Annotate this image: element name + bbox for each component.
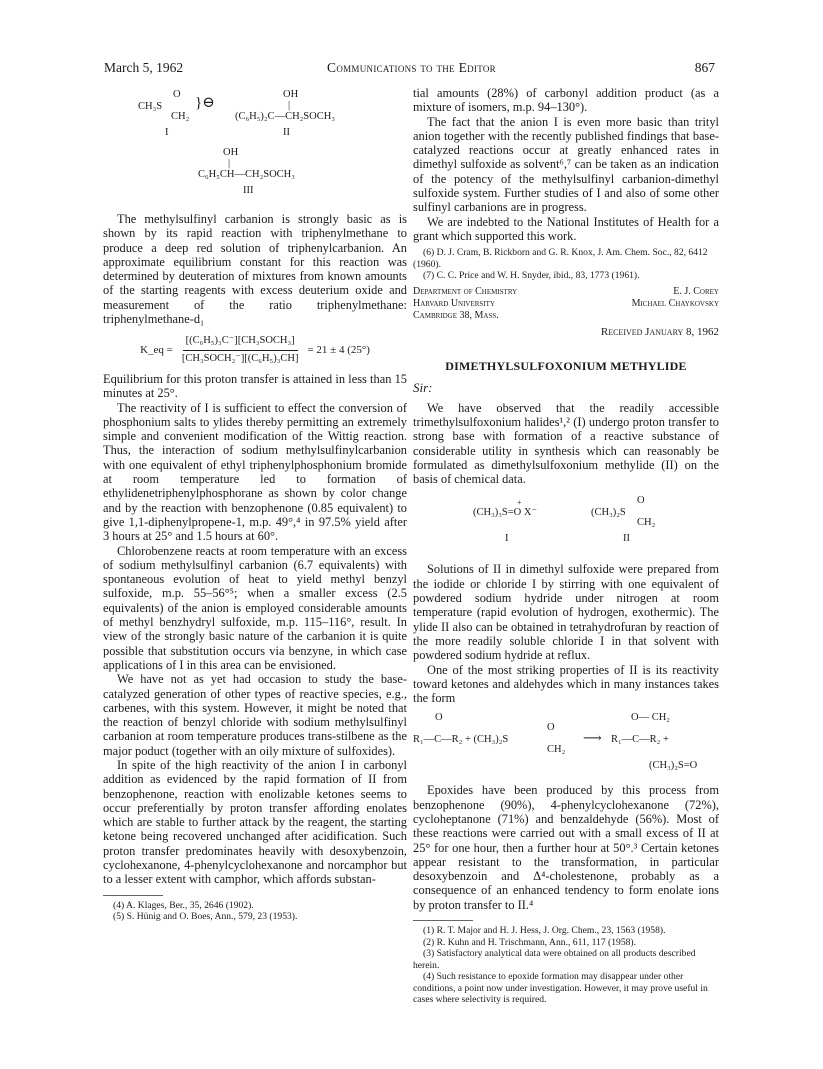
left-paragraph-6: In spite of the high reactivity of the anion I in carbonyl addition as evidenced by the rapid formation of II from benzophenone, reaction with enolizable ketones seems to occur preferentially by proton transfer affording enolates which are stable to further attack by the reagent, the starting ketone being recovered unchanged after acidification. Such proton transfer predominates heavily with desoxybenzoin, cyclohexanone, 4-phenylcyclohexanone and norcamphor but to a lesser extent with camphor, which affords substan- [103, 757, 407, 887]
right-paragraph-2: The fact that the anion I is even more basic than trityl anion together with the recently published findings that base-catalyzed reactions occur at greatly enhanced rates in dimethyl sulfoxide as solvent⁶,⁷ can be taken as an indication of the potency of the methylsulfinyl carbanion-dimethyl sulfoxide system. Further studies of I and also of some other sulfinyl carbanions are in progress. [413, 114, 719, 215]
right-column [413, 86, 719, 1006]
footnote-divider [103, 895, 163, 896]
footnote-3: (3) Satisfactory analytical data were obtained on all products described herein. [413, 948, 696, 971]
right-paragraph-7: Epoxides have been produced by this process from benzophenone (90%), 4-phenylcyclohexanone (72%), cycloheptanone (71%) and benzaldehyde (56%). Most of these reactions were carried out with a small excess of II at 25° for one hour, then a further hour at 50°.³ Certain ketones appear resistant to the transformation, in particular desoxybenzoin and Δ⁴-cholestenone, probably as a consequence of an enhanced tendency to form enolate ions by proton transfer to II.⁴ [413, 783, 719, 912]
struct-ylide-ii-o: O [637, 495, 645, 507]
struct-ii-bond: | [288, 100, 291, 111]
affiliation-row-1 [413, 286, 719, 298]
rxn-epoxide: R₁—C—R₂ + [611, 734, 669, 746]
left-paragraph-4: Chlorobenzene reacts at room temperature with an excess of sodium methylsulfinyl carbanion (6.7 equivalents) with spontaneous evolution of heat to yield methyl benzyl sulfoxide, m.p. 55–56°⁵; when a smaller excess (2.5 equivalents) of the anion is employed considerable amounts of methyl benzhydryl sulfoxide, m.p. 115–116°, result. In view of the strongly basic nature of the carbanion it is quite possible that substitution occurs via benzyne, in which case applications of I in this area can be envisioned. [103, 543, 407, 672]
equation-denominator: [CH₃SOCH₂⁻][(C₆H₅)₃CH] [181, 352, 299, 364]
struct-ii-label: II [283, 127, 290, 138]
footnote-2: (2) R. Kuhn and H. Trischmann, Ann., 611, 117 (1958). [423, 936, 637, 948]
equation-rhs: = 21 ± 4 (25°) [307, 344, 370, 357]
received-date: Received January 8, 1962 [600, 325, 719, 338]
struct-ii-oh: OH [283, 89, 299, 100]
struct-i-o: O [173, 89, 181, 100]
struct-iii-formula: C₆H₅CH—CH₂SOCH₃ [198, 169, 295, 180]
struct-i-ch3s: CH₃S [138, 101, 163, 112]
equation-lhs: K_eq = [140, 344, 173, 357]
affiliation-city: Cambridge 38, Mass. [413, 309, 499, 321]
rxn-ylide-o: O [547, 722, 555, 734]
footnote-4-right: (4) Such resistance to epoxide formation may disappear under other conditions, a point now under investigation. However, it may prove useful in cases where selectivity is required. [413, 971, 708, 1006]
footnote-divider-right [413, 920, 473, 921]
struct-i-label: I [165, 127, 169, 138]
footnote-1: (1) R. T. Major and H. J. Hess, J. Org. Chem., 23, 1563 (1958). [423, 925, 666, 937]
header-page-number: 867 [694, 60, 715, 75]
equation-numerator: [(C₆H₅)₃C⁻][CH₃SOCH₃] [183, 334, 298, 350]
struct-sulfoxonium-i: (CH₃)₃S=O X⁻ [473, 507, 537, 519]
struct-iii-label: III [243, 185, 254, 196]
struct-ylide-ii-ch2: CH₂ [637, 517, 656, 529]
left-column [103, 86, 407, 923]
struct-ii-formula: (C₆H₅)₂C—CH₂SOCH₃ [235, 111, 335, 122]
right-paragraph-1: tial amounts (28%) of carbonyl addition product (as a mixture of isomers, m.p. 94–130°). [413, 86, 719, 115]
rxn-ylide-ch2: CH₂ [547, 744, 566, 756]
struct-ylide-ii-label: II [623, 533, 630, 545]
affiliation-row-2 [413, 298, 719, 310]
equilibrium-equation [103, 334, 407, 366]
left-paragraph-1: The methylsulfinyl carbanion is strongly basic as is shown by its rapid reaction with triphenylmethane to produce a deep red solution of triphenylcarbanion. An approximate equilibrium constant for this reaction was determined by deuteration of mixtures from known amounts of the starting reagents with excess deuterium oxide and measurement of the ratio triphenylmethane: triphenylmethane-d₁ [103, 212, 407, 327]
rxn-epoxide-ring: O— CH₂ [631, 712, 670, 724]
left-paragraph-5: We have not as yet had occasion to study the base-catalyzed generation of other types of reactive species, e.g., carbenes, with this system. However, it might be noted that the reaction of benzyl chloride with sodium methylsulfinyl carbanion at room temperature produces trans-stilbene as the major poduct (together with an oily mixture of sulfoxides). [103, 672, 407, 758]
author-chaykovsky: Michael Chaykovsky [631, 297, 719, 309]
rxn-byproduct: (CH₃)₂S=O [649, 760, 698, 772]
header-date: March 5, 1962 [104, 60, 184, 75]
struct-iii-bond: | [228, 158, 231, 169]
right-paragraph-3: We are indebted to the National Institutes of Health for a grant which supported this work. [413, 214, 719, 243]
rxn-arrow: ⟶ [583, 730, 602, 746]
struct-i-ch2: CH₂ [171, 111, 190, 122]
epoxidation-reaction [413, 709, 719, 779]
struct-iii-oh: OH [223, 147, 239, 158]
struct-sulfoxonium-i-label: I [505, 533, 509, 545]
author-corey: E. J. Corey [673, 285, 719, 297]
right-paragraph-6: One of the most striking properties of II is its reactivity toward ketones and aldehydes which in many instances takes the form [413, 662, 719, 706]
affiliation-row-3 [413, 310, 719, 322]
footnote-6: (6) D. J. Cram, B. Rickborn and G. R. Knox, J. Am. Chem. Soc., 82, 6412 (1960). [413, 247, 708, 270]
struct-i-charge: }⊖ [195, 95, 215, 111]
footnote-7: (7) C. C. Price and W. H. Snyder, ibid., 83, 1773 (1961). [423, 270, 640, 282]
footnote-4: (4) A. Klages, Ber., 35, 2646 (1902). [113, 899, 254, 911]
left-paragraph-3: The reactivity of I is sufficient to effect the conversion of phosphonium salts to ylides thereby permitting an extremely simple and convenient modification of the Wittig reaction. Thus, the interaction of sodium methylsulfinylcarbanion with one equivalent of ethyl triphenylphosphonium bromide at room temperature led to formation of ethylidenetriphenylphosphorane as shown by color change and by the reaction with benzophenone (0.85 equivalent) to give 1,1-diphenylpropene-1, m.p. 49°,⁴ in 97.5% yield after 3 hours at 25° and 1.5 hours at 60°. [103, 400, 407, 544]
affiliation-university: Harvard University [413, 297, 495, 309]
rxn-carbonyl-o: O [435, 712, 443, 724]
structures-sulfoxonium [413, 492, 719, 556]
left-paragraph-2: Equilibrium for this proton transfer is attained in less than 15 minutes at 25°. [103, 371, 407, 401]
footnote-5: (5) S. Hünig and O. Boes, Ann., 579, 23 (1953). [113, 911, 298, 923]
right-paragraph-5: Solutions of II in dimethyl sulfoxide were prepared from the iodide or chloride I by stirring with one equivalent of powdered sodium hydride under nitrogen at room temperature (rapid evolution of hydrogen, exothermic). The ylide II also can be obtained in tetrahydrofuran by reaction of the more readily soluble chloride I in that solvent with powdered sodium hydride at reflux. [413, 562, 719, 663]
article-title: DIMETHYLSULFOXONIUM METHYLIDE [445, 359, 687, 374]
salutation: Sir: [413, 380, 433, 396]
equation-fraction [179, 334, 302, 366]
struct-ylide-ii: (CH₃)₂S [591, 507, 626, 519]
affiliation-dept: Department of Chemistry [413, 285, 518, 297]
struct-i-plus: + [517, 498, 522, 508]
rxn-reactants: R₁—C—R₂ + (CH₃)₂S [413, 734, 509, 746]
header-section: Communications to the Editor [327, 60, 496, 75]
right-paragraph-4: We have observed that the readily accessible trimethylsulfoxonium halides¹,² (I) undergo proton transfer to strong base with formation of a reactive substance of considerable utility in synthesis which can reasonably be formulated as dimethylsulfoxonium methylide (II) on the basis of chemical data. [413, 400, 719, 487]
structures-i-ii-iii [103, 86, 407, 212]
